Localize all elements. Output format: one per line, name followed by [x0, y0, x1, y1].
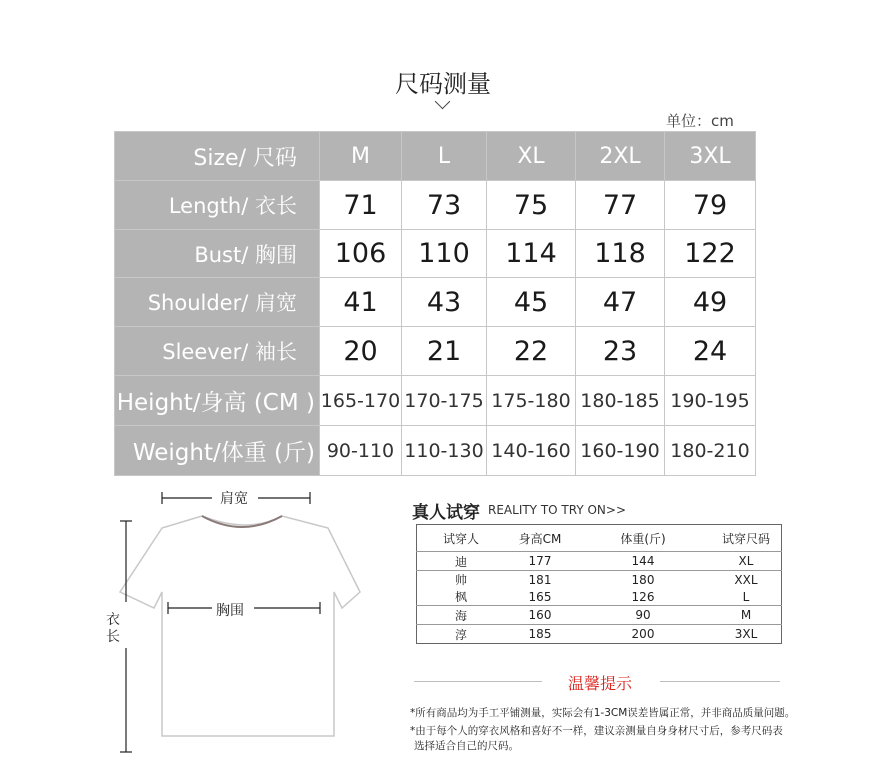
- tryon-table: [416, 524, 782, 644]
- table-row: [115, 278, 756, 327]
- size-col-l: L: [402, 132, 487, 181]
- size-col-m: M: [320, 132, 402, 181]
- table-cell: 41: [320, 278, 402, 327]
- tryon-name: 淳: [454, 627, 467, 642]
- tryon-name: 枫: [417, 588, 506, 606]
- table-cell: 165-170: [320, 376, 402, 426]
- tryon-col-weight: 体重(斤): [575, 525, 711, 552]
- row-label: Length/ 衣长: [115, 181, 320, 230]
- tryon-size: 3XL: [734, 627, 758, 641]
- table-row: [115, 230, 756, 278]
- row-label: Weight/体重 (斤): [115, 426, 320, 476]
- table-cell: 190-195: [665, 376, 756, 426]
- table-cell: 110-130: [402, 426, 487, 476]
- table-cell: 122: [665, 230, 756, 278]
- table-cell: 71: [320, 181, 402, 230]
- table-cell: 114: [487, 230, 576, 278]
- table-row: [115, 327, 756, 376]
- size-col-2xl: 2XL: [576, 132, 665, 181]
- table-cell: 20: [320, 327, 402, 376]
- tryon-size: XL: [711, 552, 782, 571]
- tryon-title: 真人试穿: [412, 503, 480, 523]
- unit-label: 单位：cm: [666, 112, 734, 130]
- table-cell: 170-175: [402, 376, 487, 426]
- tryon-height: 160: [505, 606, 575, 625]
- tryon-subtitle: REALITY TO TRY ON>>: [488, 503, 626, 517]
- tryon-height: 177: [505, 552, 575, 571]
- tips-note: *由于每个人的穿衣风格和喜好不一样，建议亲测量自身身材尺寸后，参考尺码表: [410, 725, 783, 737]
- tryon-col-size: 试穿尺码: [711, 525, 782, 552]
- table-cell: 23: [576, 327, 665, 376]
- table-row: [115, 376, 756, 426]
- table-row: [417, 625, 782, 644]
- table-row: [417, 606, 782, 625]
- shoulder-label: 肩宽: [220, 491, 248, 507]
- tryon-header-row: [417, 525, 782, 552]
- tryon-height: 185: [528, 627, 552, 641]
- tryon-col-person: 试穿人: [417, 525, 506, 552]
- table-cell: 160-190: [576, 426, 665, 476]
- table-row: [115, 181, 756, 230]
- table-cell: 47: [576, 278, 665, 327]
- tshirt-diagram: [110, 488, 370, 768]
- size-col-3xl: 3XL: [665, 132, 756, 181]
- tryon-name: 帅: [454, 573, 467, 587]
- size-col-xl: XL: [487, 132, 576, 181]
- table-row: [417, 571, 782, 589]
- length-label: 衣长: [106, 612, 120, 645]
- table-row: [417, 588, 782, 606]
- tryon-height: 181: [528, 572, 552, 587]
- table-cell: 45: [487, 278, 576, 327]
- tshirt-outline-icon: [120, 516, 360, 736]
- table-cell: 75: [487, 181, 576, 230]
- row-label: Bust/ 胸围: [115, 230, 320, 278]
- row-label: Shoulder/ 肩宽: [115, 278, 320, 327]
- tryon-size: XXL: [734, 572, 758, 587]
- tips-note: 选择适合自己的尺码。: [414, 740, 519, 752]
- table-cell: 21: [402, 327, 487, 376]
- tryon-height: 165: [505, 588, 575, 606]
- table-cell: 77: [576, 181, 665, 230]
- tips-note: *所有商品均为手工平铺测量，实际会有1-3CM误差皆属正常，并非商品质量问题。: [410, 707, 796, 719]
- bust-label: 胸围: [216, 603, 244, 619]
- tryon-weight: 90: [575, 606, 711, 625]
- size-head-label: Size/ 尺码: [115, 132, 320, 181]
- table-cell: 180-210: [665, 426, 756, 476]
- page-title: 尺码测量: [395, 70, 491, 98]
- tryon-weight: 126: [575, 588, 711, 606]
- table-cell: 106: [320, 230, 402, 278]
- tryon-weight: 200: [631, 627, 655, 641]
- tryon-weight: 144: [575, 552, 711, 571]
- tryon-size: M: [711, 606, 782, 625]
- table-cell: 175-180: [487, 376, 576, 426]
- table-cell: 140-160: [487, 426, 576, 476]
- tryon-name: 迪: [417, 552, 506, 571]
- table-cell: 24: [665, 327, 756, 376]
- table-cell: 49: [665, 278, 756, 327]
- size-header-row: [115, 132, 756, 181]
- table-cell: 43: [402, 278, 487, 327]
- table-cell: 118: [576, 230, 665, 278]
- table-cell: 73: [402, 181, 487, 230]
- tryon-name: 海: [417, 606, 506, 625]
- tips-title: 温馨提示: [567, 674, 632, 693]
- table-cell: 22: [487, 327, 576, 376]
- table-cell: 79: [665, 181, 756, 230]
- tryon-col-height: 身高CM: [505, 525, 575, 552]
- table-row: [417, 552, 782, 571]
- row-label: Sleever/ 袖长: [115, 327, 320, 376]
- table-cell: 90-110: [320, 426, 402, 476]
- table-cell: 180-185: [576, 376, 665, 426]
- row-label: Height/身高 (CM ): [115, 376, 320, 426]
- tryon-size: L: [711, 588, 782, 606]
- tryon-weight: 180: [631, 572, 655, 587]
- table-row: [115, 426, 756, 476]
- size-table: [114, 131, 756, 476]
- table-cell: 110: [402, 230, 487, 278]
